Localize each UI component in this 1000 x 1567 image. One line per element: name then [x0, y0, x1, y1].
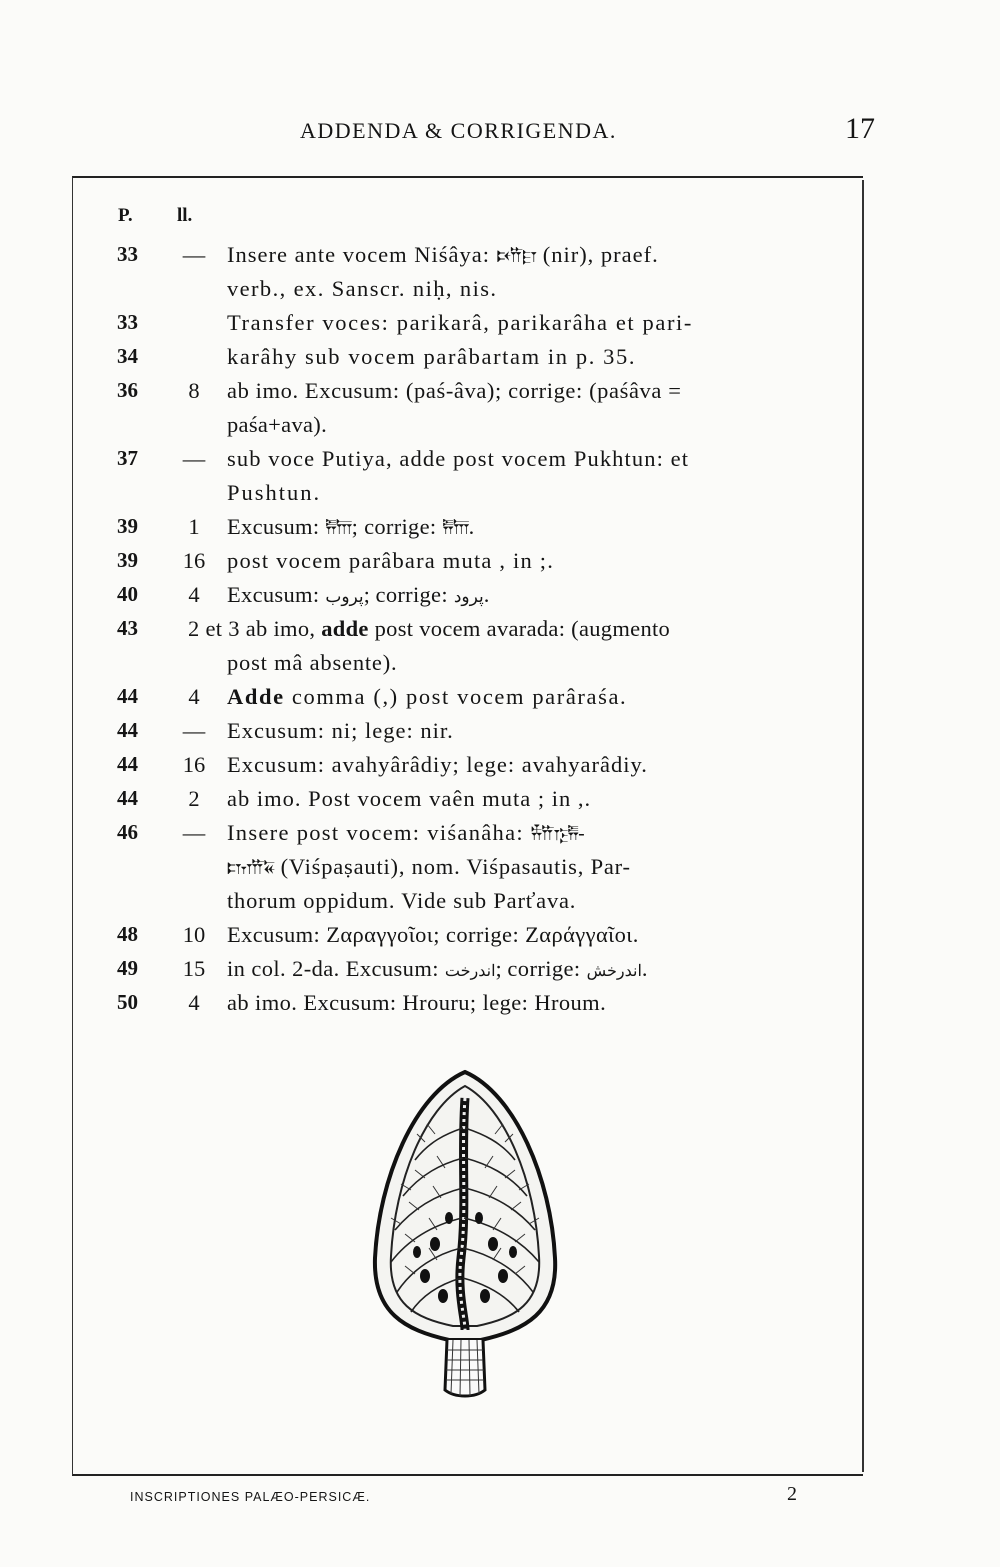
list-item — [0, 616, 1000, 650]
page-ref: 39 — [117, 514, 138, 538]
line-ref: 4 — [188, 684, 200, 709]
entry-text: Excusum: avahyârâdiy; lege: avahyarâdiy. — [227, 752, 648, 777]
line-ref: 4 — [188, 990, 200, 1015]
cuneiform-glyph-icon: 𐎱𐎠 — [442, 517, 469, 539]
page-ref: 44 — [117, 684, 138, 708]
page-header — [0, 112, 1000, 148]
list-item — [0, 684, 1000, 718]
list-item — [0, 514, 1000, 548]
column-head-page: P. — [118, 205, 133, 226]
page-ref: 33 — [117, 310, 138, 334]
page-ref: 44 — [117, 786, 138, 810]
line-ref: — — [182, 718, 206, 743]
list-item — [0, 888, 1000, 922]
entry-text: thorum oppidum. Vide sub Parťava. — [227, 888, 577, 913]
entry-text: Insere ante vocem Niśâya: 𐎴𐎡𐎼 (nir), praef. — [227, 242, 659, 267]
leaf-ornament-icon — [365, 1068, 565, 1408]
list-item — [0, 786, 1000, 820]
cuneiform-glyph-icon: 𐎻𐎡𐎿𐎱- — [530, 823, 584, 845]
list-item — [0, 378, 1000, 412]
cuneiform-glyph-icon: 𐎫𐎡𐏁 — [227, 857, 275, 879]
arabic-script-icon: اندرخش — [586, 963, 642, 980]
corrigenda-list — [0, 242, 1000, 1024]
entry-text: Excusum: پروب; corrige: پرود. — [227, 582, 490, 607]
entry-text: paśa+ava). — [227, 412, 328, 437]
entry-text: Excusum: 𐎱𐎠; corrige: 𐎱𐎠. — [227, 514, 475, 539]
page-ref: 33 — [117, 242, 138, 266]
line-ref: 15 — [182, 956, 206, 981]
line-ref: 8 — [188, 378, 200, 403]
arabic-script-icon: پرود — [453, 587, 484, 606]
list-item — [0, 412, 1000, 446]
list-item — [0, 854, 1000, 888]
column-head-line: ll. — [177, 205, 193, 226]
line-ref: — — [182, 820, 206, 845]
running-title: ADDENDA & CORRIGENDA. — [300, 118, 617, 143]
list-item — [0, 650, 1000, 684]
list-item — [0, 752, 1000, 786]
entry-text: karâhy sub vocem parâbartam in p. 35. — [227, 344, 637, 369]
entry-text: post vocem parâbara muta , in ;. — [227, 548, 555, 573]
page-number: 17 — [845, 112, 875, 145]
list-item — [0, 548, 1000, 582]
line-ref: 4 — [188, 582, 200, 607]
page-ref: 40 — [117, 582, 138, 606]
list-item — [0, 310, 1000, 344]
list-item — [0, 446, 1000, 480]
page-ref: 36 — [117, 378, 138, 402]
list-item — [0, 922, 1000, 956]
list-item — [0, 990, 1000, 1024]
list-item — [0, 242, 1000, 276]
arabic-script-icon: پروب — [325, 587, 364, 606]
page-ref: 34 — [117, 344, 138, 368]
entry-text: 𐎫𐎡𐏁 (Viśpaṣauti), nom. Viśpasautis, Par- — [227, 854, 631, 879]
page-ref: 46 — [117, 820, 138, 844]
line-ref: 16 — [182, 548, 206, 573]
entry-text: ab imo. Excusum: (paś-âva); corrige: (paśâva = — [227, 378, 682, 403]
entry-text: in col. 2-da. Excusum: اندرخت; corrige: اندرخش. — [227, 956, 648, 981]
entry-text: Adde comma (,) post vocem parâraśa. — [227, 684, 628, 709]
signature-mark: INSCRIPTIONES PALÆO-PERSICÆ. — [130, 1490, 371, 1504]
page-ref: 37 — [117, 446, 138, 470]
entry-text: Excusum: Ζαραγγοῖοι; corrige: Ζαράγγαῖοι. — [227, 922, 639, 947]
page-ref: 49 — [117, 956, 138, 980]
page-ref: 48 — [117, 922, 138, 946]
arabic-script-icon: اندرخت — [444, 963, 496, 980]
entry-text: Insere post vocem: viśanâha: 𐎻𐎡𐎿𐎱- — [227, 820, 584, 845]
entry-text: Transfer voces: parikarâ, parikarâha et pari- — [227, 310, 693, 335]
entry-text: post mâ absente). — [227, 650, 398, 675]
list-item — [0, 718, 1000, 752]
line-ref: 10 — [182, 922, 206, 947]
list-item — [0, 480, 1000, 514]
entry-text: ab imo. Excusum: Hrouru; lege: Hroum. — [227, 990, 607, 1015]
page-ref: 50 — [117, 990, 138, 1014]
entry-text: Pushtun. — [227, 480, 322, 505]
sheet-number: 2 — [787, 1483, 797, 1505]
entry-text: Excusum: ni; lege: nir. — [227, 718, 454, 743]
page-ref: 44 — [117, 718, 138, 742]
cuneiform-glyph-icon: 𐎴𐎡𐎼 — [496, 245, 537, 267]
list-item — [0, 820, 1000, 854]
line-ref: 16 — [182, 752, 206, 777]
list-item — [0, 582, 1000, 616]
list-item — [0, 956, 1000, 990]
cuneiform-glyph-icon: 𐎱𐎠 — [325, 517, 352, 539]
entry-text: 2 et 3 ab imo, adde post vocem avarada: (augmento — [188, 616, 671, 641]
list-item — [0, 344, 1000, 378]
entry-text: sub voce Putiya, adde post vocem Pukhtun: et — [227, 446, 690, 471]
line-ref: 2 — [188, 786, 200, 811]
list-item — [0, 276, 1000, 310]
page-ref: 44 — [117, 752, 138, 776]
line-ref: — — [182, 446, 206, 471]
page-ref: 39 — [117, 548, 138, 572]
line-ref: — — [182, 242, 206, 267]
page-ref: 43 — [117, 616, 138, 640]
entry-text: verb., ex. Sanscr. niḥ, nis. — [227, 276, 498, 301]
line-ref: 1 — [188, 514, 200, 539]
entry-text: ab imo. Post vocem vaên muta ; in ,. — [227, 786, 592, 811]
